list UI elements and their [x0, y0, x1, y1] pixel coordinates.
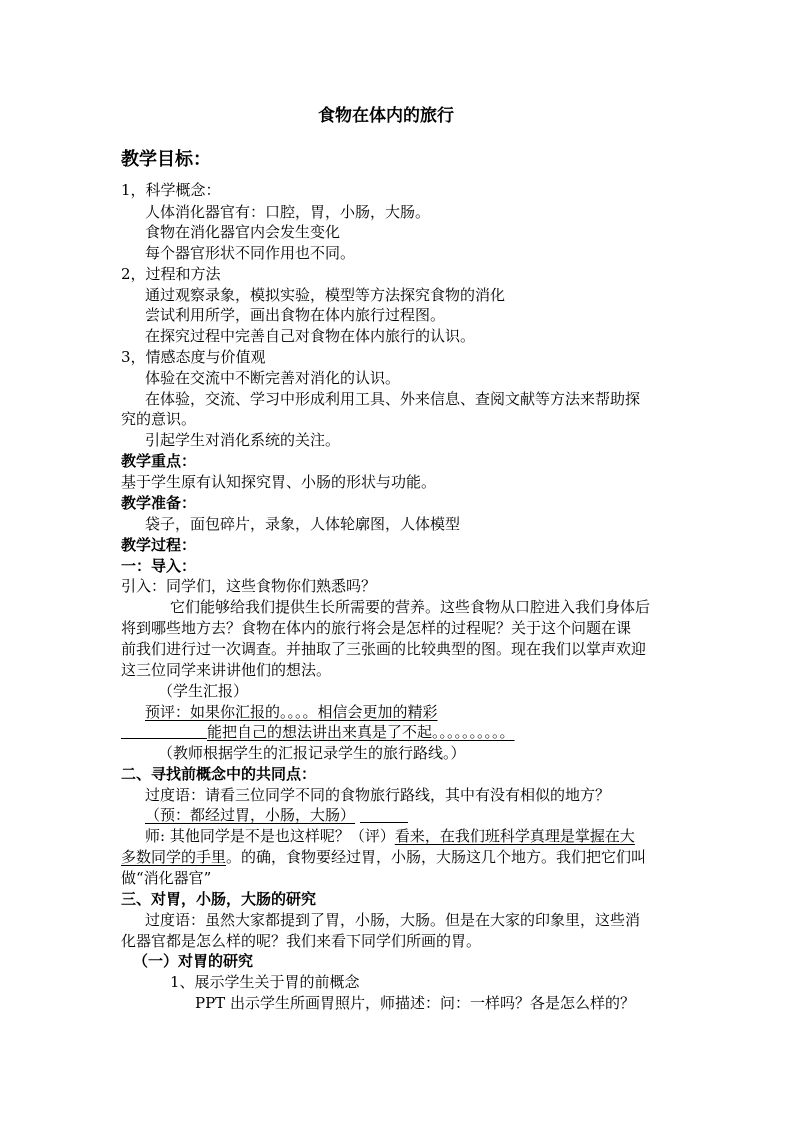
- goal-3-heading: 3，情感态度与价值观: [121, 348, 266, 366]
- pre-comment-2: 能把自己的想法讲出来真是了不起。。。。。。。。。。: [207, 723, 515, 741]
- goal-1-heading: 1，科学概念：: [121, 181, 221, 199]
- stomach-subheading: （一）对胃的研究: [133, 952, 254, 970]
- prep-text: 袋子，面包碎片，录象，人体轮廓图，人体模型: [145, 515, 461, 533]
- section-2-text: 。的确，食物要经过胃，小肠，大肠这几个地方。我们把它们叫: [226, 848, 647, 866]
- document-title: 食物在体内的旅行: [318, 106, 454, 126]
- section-2-heading: 二、寻找前概念中的共同点：: [121, 765, 317, 783]
- section-3-heading: 三、对胃，小肠，大肠的研究: [121, 890, 317, 908]
- blank-underline: [360, 822, 408, 823]
- teacher-note: （教师根据学生的汇报记录学生的旅行路线。）: [158, 744, 466, 762]
- section-2-line: 做“消化器官”: [121, 869, 212, 887]
- section-2-line: [145, 826, 635, 846]
- underlined-remark: 看来，在我们班科学真理是掌握在大: [394, 827, 635, 845]
- blank-underline: [121, 738, 207, 739]
- section-1-paragraph: 前我们进行过一次调查。并抽取了三张画的比较典型的图。现在我们以掌声欢迎: [121, 640, 647, 658]
- process-heading: 教学过程：: [121, 536, 197, 554]
- focus-heading: 教学重点：: [121, 452, 197, 470]
- student-report: （学生汇报）: [158, 682, 249, 700]
- underlined-remark: 多数同学的手里: [121, 848, 227, 866]
- stomach-item-1: 1、展示学生关于胃的前概念: [170, 973, 360, 991]
- teacher-question: 师: 其他同学是不是也这样呢？（评）: [145, 827, 395, 845]
- section-2-prediction: （预：都经过胃，小肠，大肠）: [145, 806, 356, 824]
- goal-2-line: 在探究过程中完善自己对食物在体内旅行的认识。: [145, 327, 476, 345]
- prep-heading: 教学准备：: [121, 494, 197, 512]
- focus-text: 基于学生原有认知探究胃、小肠的形状与功能。: [121, 473, 437, 491]
- goal-3-line: 在体验，交流、学习中形成利用工具、外来信息、查阅文献等方法来帮助探: [145, 390, 641, 408]
- goal-1-line: 人体消化器官有：口腔，胃，小肠，大肠。: [145, 203, 431, 221]
- section-2-line: [121, 847, 646, 867]
- stomach-item-1-text: PPT 出示学生所画胃照片，师描述：问：一样吗？各是怎么样的？: [195, 994, 635, 1012]
- goal-3-line: 引起学生对消化系统的关注。: [145, 431, 341, 449]
- section-3-line: 过度语：虽然大家都提到了胃，小肠，大肠。但是在大家的印象里，这些消: [145, 911, 641, 929]
- goal-1-line: 每个器官形状不同作用也不同。: [145, 244, 356, 262]
- section-1-paragraph: 这三位同学来讲讲他们的想法。: [121, 661, 332, 679]
- section-1-heading: 一：导入：: [121, 557, 197, 575]
- goal-2-line: 通过观察录象，模拟实验，模型等方法探究食物的消化: [145, 286, 506, 304]
- section-1-paragraph: 它们能够给我们提供生长所需要的营养。这些食物从口腔进入我们身体后: [170, 598, 651, 616]
- section-3-line: 化器官都是怎么样的呢？我们来看下同学们所画的胃。: [121, 932, 482, 950]
- section-1-paragraph: 将到哪些地方去？食物在体内的旅行将会是怎样的过程呢？关于这个问题在课: [121, 619, 632, 637]
- goal-3-line: 体验在交流中不断完善对消化的认识。: [145, 369, 401, 387]
- goal-2-heading: 2，过程和方法: [121, 265, 221, 283]
- goal-2-line: 尝试利用所学，画出食物在体内旅行过程图。: [145, 306, 446, 324]
- goal-1-line: 食物在消化器官内会发生变化: [145, 223, 341, 241]
- goals-heading: 教学目标：: [121, 149, 211, 170]
- section-2-line: 过度语：请看三位同学不同的食物旅行路线，其中有没有相似的地方？: [145, 786, 611, 804]
- section-1-intro: 引入：同学们，这些食物你们熟悉吗？: [121, 577, 377, 595]
- goal-3-line: 究的意识。: [121, 410, 197, 428]
- pre-comment-1: 预评：如果你汇报的。。。。相信会更加的精彩: [145, 703, 438, 721]
